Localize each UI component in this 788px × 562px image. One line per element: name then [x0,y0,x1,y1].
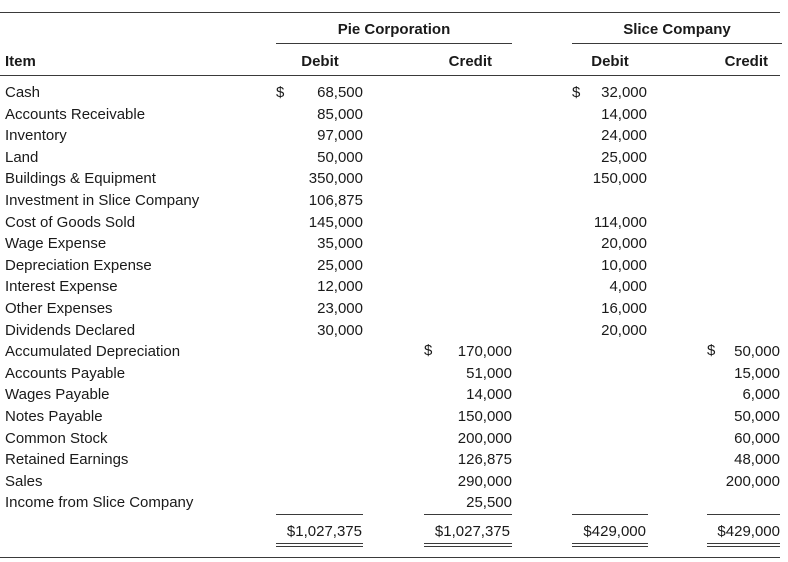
pie-debit-value: 85,000 [317,106,363,123]
slice-debit-dollar-sign: $ [572,84,581,101]
slice-credit-value: 50,000 [734,408,780,425]
slice-debit-value: 10,000 [601,257,647,274]
pie-corporation-header: Pie Corporation [337,21,451,38]
slice-credit-header: Credit [724,53,768,70]
pie-debit-value: 50,000 [317,149,363,166]
slice-debit-value: 150,000 [592,170,647,187]
pie-header-rule [276,43,512,44]
row-item-label: Interest Expense [5,278,118,295]
pie-debit-value: 145,000 [308,214,363,231]
pie-debit-value: 106,875 [308,192,363,209]
pie-credit-value: 290,000 [457,473,512,490]
slice-debit-value: 20,000 [601,322,647,339]
row-item-label: Retained Earnings [5,451,129,468]
row-item-label: Land [5,149,39,166]
row-item-label: Buildings & Equipment [5,170,156,187]
row-item-label: Accumulated Depreciation [5,343,181,360]
slice-debit-total: $429,000 [583,523,646,540]
row-item-label: Accounts Receivable [5,106,146,123]
pie-credit-value: 25,500 [466,494,512,511]
pie-credit-value: 14,000 [466,386,512,403]
pie-debit-value: 23,000 [317,300,363,317]
pie-credit-dollar-sign: $ [424,342,433,359]
pie-debit-value: 25,000 [317,257,363,274]
slice-debit-value: 32,000 [601,84,647,101]
pie-debit-header: Debit [301,53,339,70]
pie-debit-value: 12,000 [317,278,363,295]
row-item-label: Inventory [5,127,67,144]
pie-credit-total: $1,027,375 [434,523,510,540]
top-rule [0,12,780,13]
row-item-label: Cost of Goods Sold [5,214,136,231]
item-column-header: Item [5,53,36,70]
bottom-rule [0,557,780,558]
slice-credit-value: 6,000 [742,386,780,403]
slice-debit-value: 114,000 [593,214,647,231]
slice-debit-value: 4,000 [609,278,647,295]
slice-credit-value: 200,000 [725,473,780,490]
row-item-label: Income from Slice Company [5,494,194,511]
pie-debit-total: $1,027,375 [286,523,362,540]
pie-debit-dollar-sign: $ [276,84,285,101]
row-item-label: Wage Expense [5,235,107,252]
column-header-rule [0,75,780,76]
pie-debit-sum-rule [276,514,363,515]
row-item-label: Other Expenses [5,300,113,317]
pie-credit-sum-rule [424,514,512,515]
pie-credit-value: 126,875 [457,451,512,468]
row-item-label: Investment in Slice Company [5,192,200,209]
slice-credit-value: 60,000 [734,430,780,447]
slice-credit-total: $429,000 [717,523,780,540]
slice-debit-value: 14,000 [601,106,647,123]
row-item-label: Wages Payable [5,386,110,403]
slice-debit-double-underline [572,543,648,547]
slice-debit-value: 24,000 [601,127,647,144]
row-item-label: Dividends Declared [5,322,136,339]
row-item-label: Accounts Payable [5,365,126,382]
pie-debit-double-underline [276,543,363,547]
slice-debit-header: Debit [591,53,629,70]
pie-debit-value: 97,000 [317,127,363,144]
row-item-label: Notes Payable [5,408,103,425]
pie-credit-value: 200,000 [457,430,512,447]
slice-debit-value: 20,000 [601,235,647,252]
row-item-label: Common Stock [5,430,108,447]
row-item-label: Cash [5,84,41,101]
slice-debit-sum-rule [572,514,648,515]
pie-credit-value: 170,000 [457,343,512,360]
slice-credit-dollar-sign: $ [707,342,716,359]
pie-credit-value: 51,000 [466,365,512,382]
slice-credit-value: 48,000 [734,451,780,468]
pie-debit-value: 68,500 [317,84,363,101]
slice-debit-value: 16,000 [601,300,647,317]
slice-company-header: Slice Company [623,21,731,38]
row-item-label: Depreciation Expense [5,257,152,274]
slice-credit-double-underline [707,543,780,547]
slice-header-rule [572,43,782,44]
pie-debit-value: 350,000 [308,170,363,187]
pie-debit-value: 35,000 [317,235,363,252]
row-item-label: Sales [5,473,43,490]
pie-credit-double-underline [424,543,512,547]
slice-credit-sum-rule [707,514,780,515]
slice-credit-value: 50,000 [734,343,780,360]
pie-credit-value: 150,000 [457,408,512,425]
slice-credit-value: 15,000 [734,365,780,382]
pie-debit-value: 30,000 [317,322,363,339]
slice-debit-value: 25,000 [601,149,647,166]
pie-credit-header: Credit [448,53,492,70]
